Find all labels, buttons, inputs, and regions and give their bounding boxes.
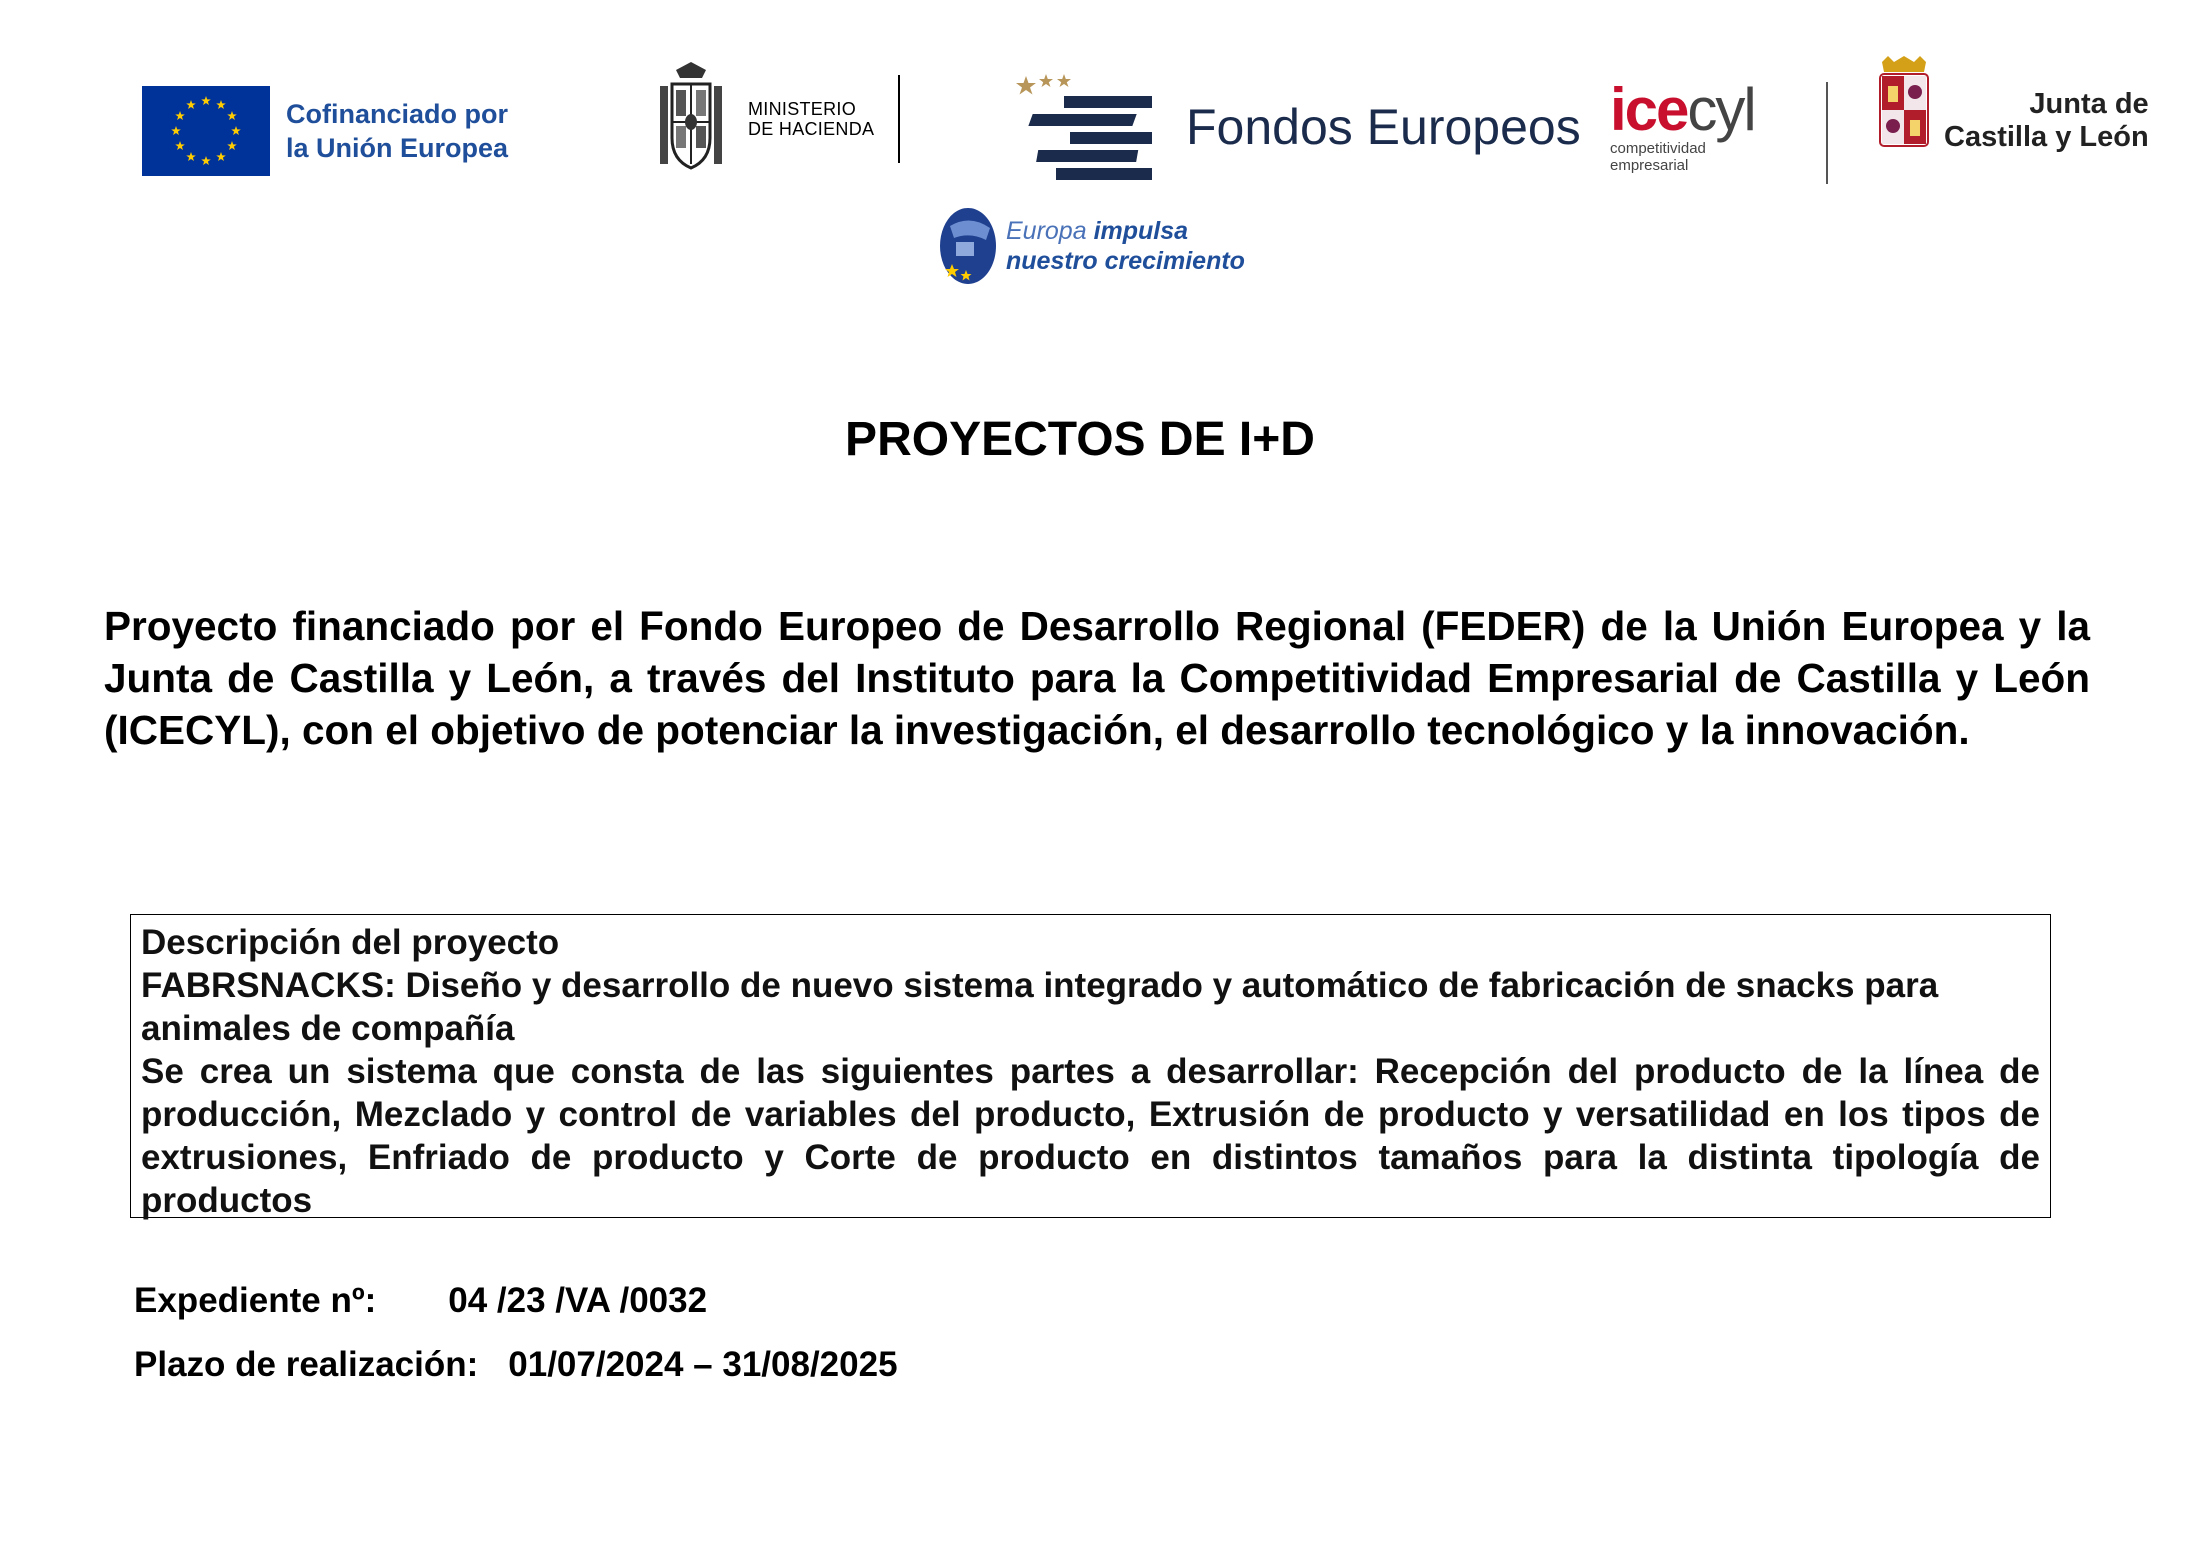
eu-line2: la Unión Europea <box>286 133 509 163</box>
jcyl-text <box>1944 88 2149 154</box>
page-title: PROYECTOS DE I+D <box>845 413 1315 466</box>
plazo-line <box>134 1344 898 1386</box>
fondos-europeos-text: Fondos Europeos <box>1186 99 1581 155</box>
icecyl-word-e: e <box>1656 76 1688 143</box>
project-title: FABRSNACKS: Diseño y desarrollo de nuevo sistema integrado y automático de fabricación de snacks para animales de compañía <box>141 966 1939 1048</box>
plazo-label: Plazo de realización: <box>134 1345 479 1384</box>
icecyl-word-cyl: cyl <box>1687 76 1755 143</box>
logo-divider <box>898 75 900 163</box>
expediente-label: Expediente nº: <box>134 1281 377 1320</box>
spanish-coat-of-arms-icon <box>656 60 726 178</box>
europa-impulsa-logo <box>940 206 1245 286</box>
impulsa-word: impulsa <box>1086 217 1189 245</box>
icecyl-subtitle <box>1610 140 1755 174</box>
description-body: Se crea un sistema que consta de las siguientes partes a desarrollar: Recepción del producto de la línea de producción, Mezclado y control de variables del producto, Extrusión de producto y versatilidad en los tipos de extrusiones, Enfriado de producto y Corte de producto en distintos tamaños para la distinta tipología de productos <box>141 1052 2040 1220</box>
expediente-line <box>134 1280 707 1322</box>
ministerio-line1: MINISTERIO <box>748 99 857 119</box>
expediente-value: 04 /23 /VA /0032 <box>448 1281 708 1320</box>
eu-star-icon <box>175 141 185 150</box>
jcyl-line2: Castilla y León <box>1944 121 2149 153</box>
eu-star-icon <box>227 141 237 150</box>
eu-flag-icon <box>142 86 270 176</box>
eu-cofinanciado-logo <box>142 86 508 176</box>
europa-impulsa-text <box>1006 216 1245 276</box>
icecyl-wordmark <box>1610 76 1755 143</box>
eu-star-icon <box>186 152 196 161</box>
fondos-europeos-logo <box>1012 72 1581 182</box>
intro-paragraph: Proyecto financiado por el Fondo Europeo de Desarrollo Regional (FEDER) de la Unión Europea y la Junta de Castilla y León, a través del Instituto para la Competitividad Empresarial de Castilla y León (ICECYL), con el objetivo de potenciar la investigación, el desarrollo tecnológico y la innovación. <box>104 603 2090 753</box>
project-description-box <box>130 914 2051 1218</box>
icecyl-logo <box>1610 76 1755 174</box>
europa-impulsa-globe-icon <box>940 206 998 286</box>
icecyl-word-ic: ic <box>1610 76 1657 143</box>
europa-word: Europa <box>1006 217 1087 245</box>
plazo-value: 01/07/2024 – 31/08/2025 <box>508 1345 898 1384</box>
ministerio-line2: DE HACIENDA <box>748 119 875 139</box>
ministerio-text <box>748 99 874 139</box>
eu-star-icon <box>186 100 196 109</box>
logo-divider <box>1826 82 1828 184</box>
eu-star-icon <box>201 156 211 165</box>
eu-star-icon <box>227 111 237 120</box>
ministerio-hacienda-logo <box>656 60 900 178</box>
eu-logo-text <box>286 97 508 165</box>
eu-star-icon <box>216 100 226 109</box>
description-heading: Descripción del proyecto <box>141 923 560 962</box>
castilla-y-leon-coat-of-arms-icon <box>1872 54 1936 154</box>
fondos-europeos-icon <box>1012 72 1162 182</box>
icecyl-sub-line1: competitividad <box>1610 140 1706 157</box>
europa-line2: nuestro crecimiento <box>1006 247 1245 275</box>
junta-castilla-leon-logo <box>1872 54 2149 154</box>
eu-star-icon <box>201 96 211 105</box>
eu-star-icon <box>171 126 181 135</box>
eu-star-icon <box>231 126 241 135</box>
icecyl-sub-line2: empresarial <box>1610 157 1689 174</box>
eu-line1: Cofinanciado por <box>286 99 508 129</box>
eu-star-icon <box>216 152 226 161</box>
jcyl-line1: Junta de <box>2029 88 2149 120</box>
europa-line1 <box>1006 216 1245 246</box>
eu-star-icon <box>175 111 185 120</box>
